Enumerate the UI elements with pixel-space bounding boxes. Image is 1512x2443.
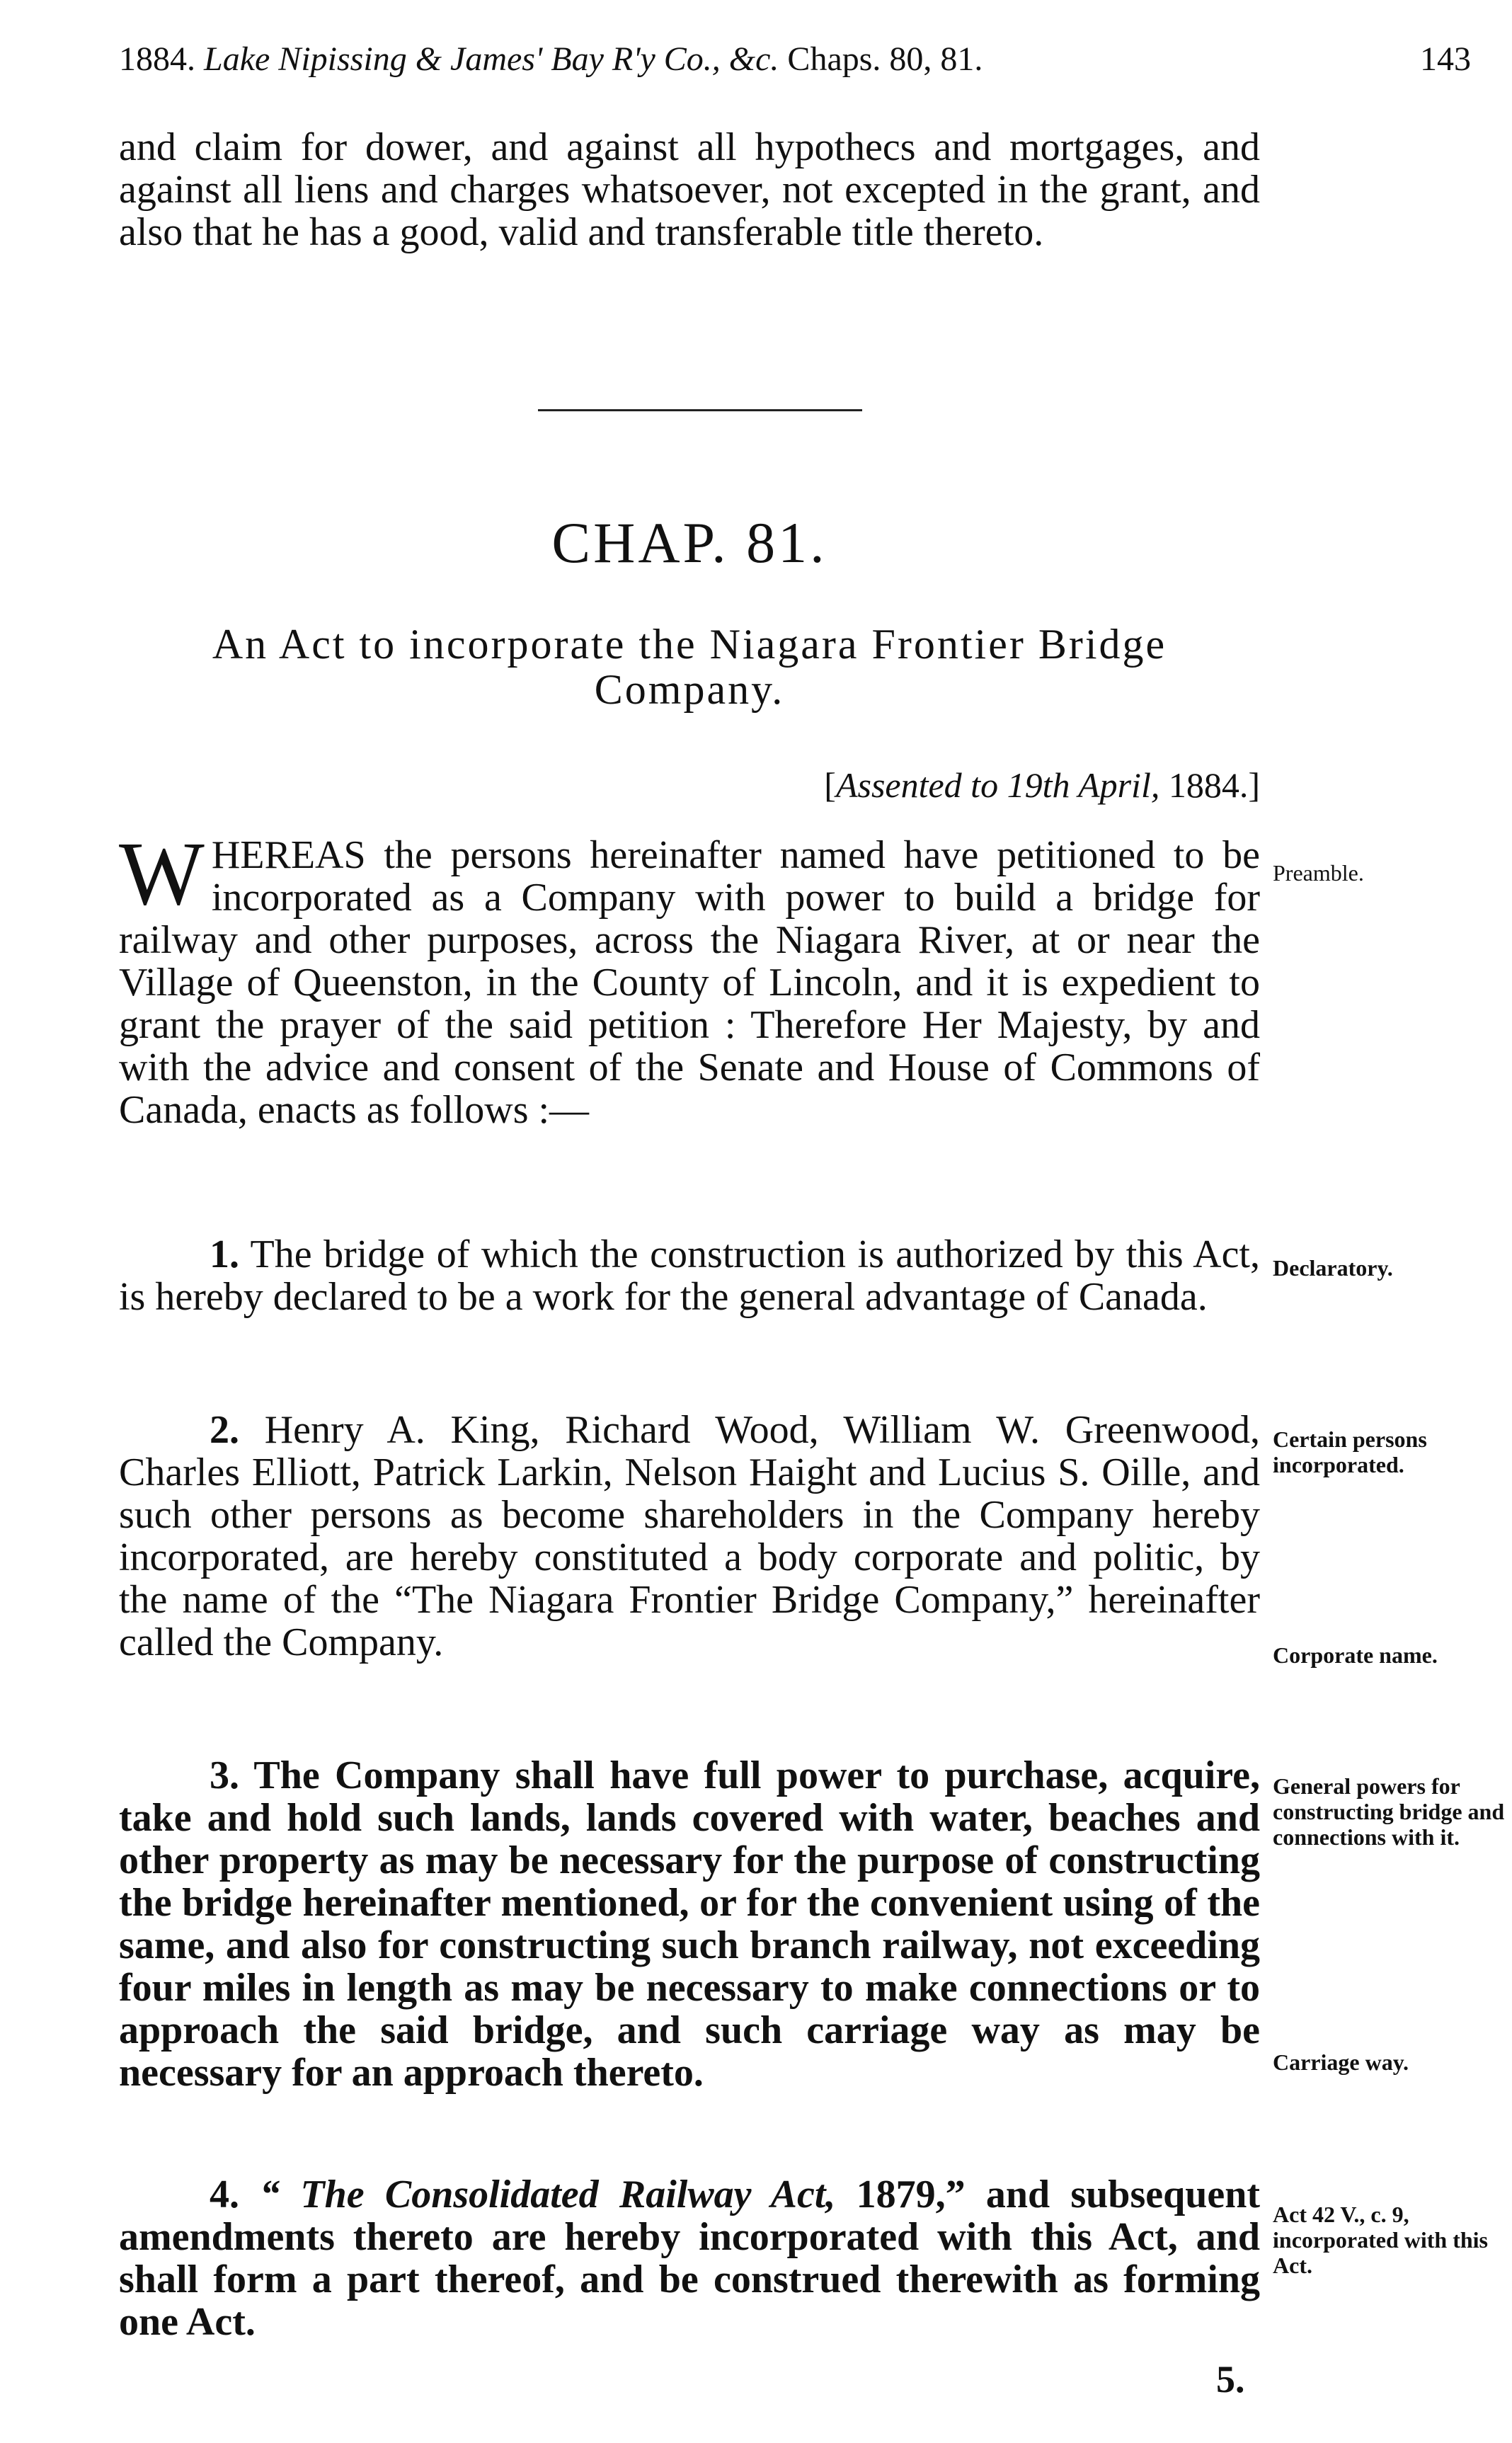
section-4 [119, 2173, 1260, 2343]
section-text: 1879,” and subsequent amendments thereto are hereby incorporated with this Act, and shall form a part thereof, and be construed therewith as forming one Act. [119, 2173, 1261, 2344]
running-head-year: 1884. [119, 40, 195, 78]
section-3 [119, 1754, 1260, 2094]
act-title: An Act to incorporate the Niagara Frontier Bridge Company. [212, 621, 1167, 713]
chapter-heading: CHAP. 81. [551, 510, 827, 575]
running-head-title [119, 40, 983, 79]
section-number: 4. [210, 2173, 239, 2216]
margin-note-corporate-name: Corporate name. [1273, 1642, 1438, 1668]
section-number: 1. [210, 1232, 239, 1276]
drop-cap: W [119, 823, 205, 924]
preamble-paragraph [119, 823, 1260, 1132]
margin-note-certain-persons: Certain persons incorporated. [1273, 1426, 1427, 1477]
section-text: The Company shall have full power to purchase, acquire, take and hold such lands, lands covered with water, beaches and other property as may be necessary for the purpose of constructing the bridge hereinafter mentioned, or for the convenient using of the same, and also for constructing such branch railway, not exceeding four miles in length as may be necessary to make connections or to approach the said bridge, and such carriage way as may be necessary for an approach thereto. [119, 1753, 1260, 2095]
margin-note-preamble: Preamble. [1273, 860, 1364, 886]
section-text: The bridge of which the construction is authorized by this Act, is hereby declared to be a work for the general advantage of Canada. [119, 1232, 1260, 1319]
assent-year: 1884. [1168, 765, 1249, 805]
preamble-text: HEREAS the persons hereinafter named have petitioned to be incorporated as a Company with power to build a bridge for railway and other purposes, across the Niagara River, at or near the Village of Queenston, in the County of Lincoln, and it is expedient to grant the prayer of the said petition : Therefore Her Majesty, by and with the advice and consent of the Senate and House of Commons of Canada, enacts as follows :— [119, 833, 1260, 1132]
section-1 [119, 1233, 1260, 1318]
section-divider [538, 409, 862, 411]
running-head [119, 40, 1471, 89]
section-2 [119, 1409, 1260, 1664]
cited-act-name: “ The Consolidated Railway Act, [260, 2173, 836, 2216]
section-number: 3. [210, 1753, 239, 1797]
running-head-act: Lake Nipissing & James' Bay R'y Co., &c. [204, 40, 779, 78]
assent-line: [Assented to 19th April, 1884.] [824, 765, 1260, 805]
assent-text: Assented to 19th April, [835, 765, 1160, 805]
continuation-paragraph: and claim for dower, and against all hypothecs and mortgages, and against all liens and charges whatsoever, not excepted in the grant, and also that he has a good, valid and transferable title thereto. [119, 125, 1260, 254]
margin-note-act-42: Act 42 V., c. 9, incorporated with this Act. [1273, 2202, 1488, 2278]
running-head-chapters: Chaps. 80, 81. [787, 40, 983, 78]
margin-note-carriage-way: Carriage way. [1273, 2049, 1409, 2075]
margin-note-general-powers: General powers for constructing bridge and connections with it. [1273, 1773, 1505, 1850]
page-number: 143 [1420, 40, 1471, 78]
section-text: Henry A. King, Richard Wood, William W. Greenwood, Charles Elliott, Patrick Larkin, Nelson Haight and Lucius S. Oille, and such other persons as become shareholders in the Company hereby incorporated, are hereby constituted a body corporate and politic, by the name of the “The Niagara Frontier Bridge Company,” hereinafter called the Company. [119, 1408, 1260, 1664]
margin-note-declaratory: Declaratory. [1273, 1255, 1393, 1281]
catchword: 5. [1216, 2358, 1245, 2401]
section-number: 2. [210, 1408, 239, 1452]
